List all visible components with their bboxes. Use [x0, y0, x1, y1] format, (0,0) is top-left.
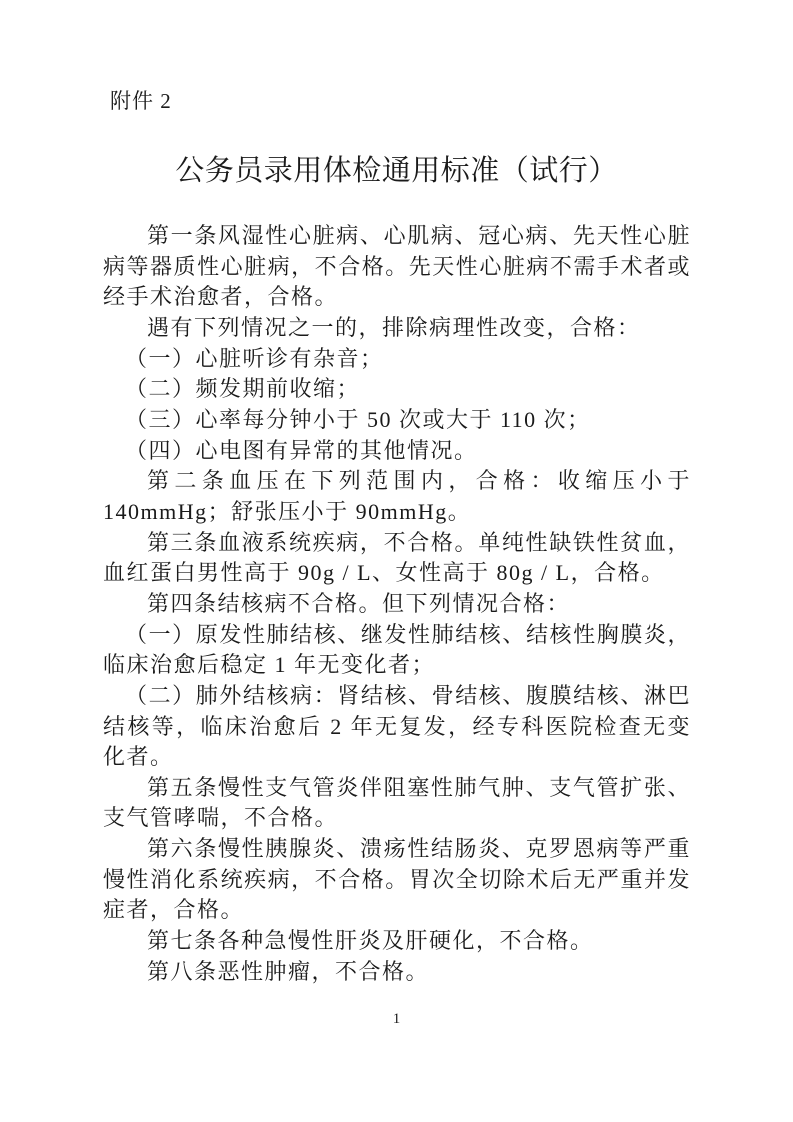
paragraph: 第五条慢性支气管炎伴阻塞性肺气肿、支气管扩张、支气管哮喘，不合格。: [103, 774, 691, 831]
paragraph: 第二条血压在下列范围内，合格：收缩压小于 140mmHg；舒张压小于 90mmHg。: [103, 468, 691, 524]
page-title: 公务员录用体检通用标准（试行）: [175, 155, 618, 187]
paragraph: 第七条各种急慢性肝炎及肝硬化，不合格。: [147, 928, 594, 954]
paragraph: （一）心脏听诊有杂音；: [125, 345, 384, 371]
page-number: 1: [392, 1011, 401, 1027]
paragraph: （一）原发性肺结核、继发性肺结核、结核性胸膜炎，临床治愈后稳定 1 年无变化者；: [103, 621, 691, 678]
document-body: [103, 221, 691, 987]
paragraph: （三）心率每分钟小于 50 次或大于 110 次；: [125, 406, 591, 432]
paragraph: （二）肺外结核病：肾结核、骨结核、腹膜结核、淋巴结核等，临床治愈后 2 年无复发，经专科医院检查无变化者。: [103, 682, 691, 770]
paragraph: 第八条恶性肿瘤，不合格。: [147, 958, 430, 984]
paragraph: 第六条慢性胰腺炎、溃疡性结肠炎、克罗恩病等严重慢性消化系统疾病，不合格。胃次全切除术后无严重并发症者，合格。: [103, 836, 691, 923]
paragraph: 第一条风湿性心脏病、心肌病、冠心病、先天性心脏病等器质性心脏病，不合格。先天性心脏病不需手术者或经手术治愈者，合格。: [103, 223, 691, 310]
attachment-label: 附件 2: [110, 89, 172, 113]
paragraph: 第三条血液系统疾病，不合格。单纯性缺铁性贫血，血红蛋白男性高于 90g / L、女性高于 80g / L，合格。: [103, 529, 691, 586]
paragraph: 第四条结核病不合格。但下列情况合格：: [147, 590, 571, 616]
paragraph: （四）心电图有异常的其他情况。: [125, 437, 478, 463]
paragraph: 遇有下列情况之一的，排除病理性改变，合格：: [147, 314, 641, 340]
paragraph: （二）频发期前收缩；: [125, 376, 361, 402]
